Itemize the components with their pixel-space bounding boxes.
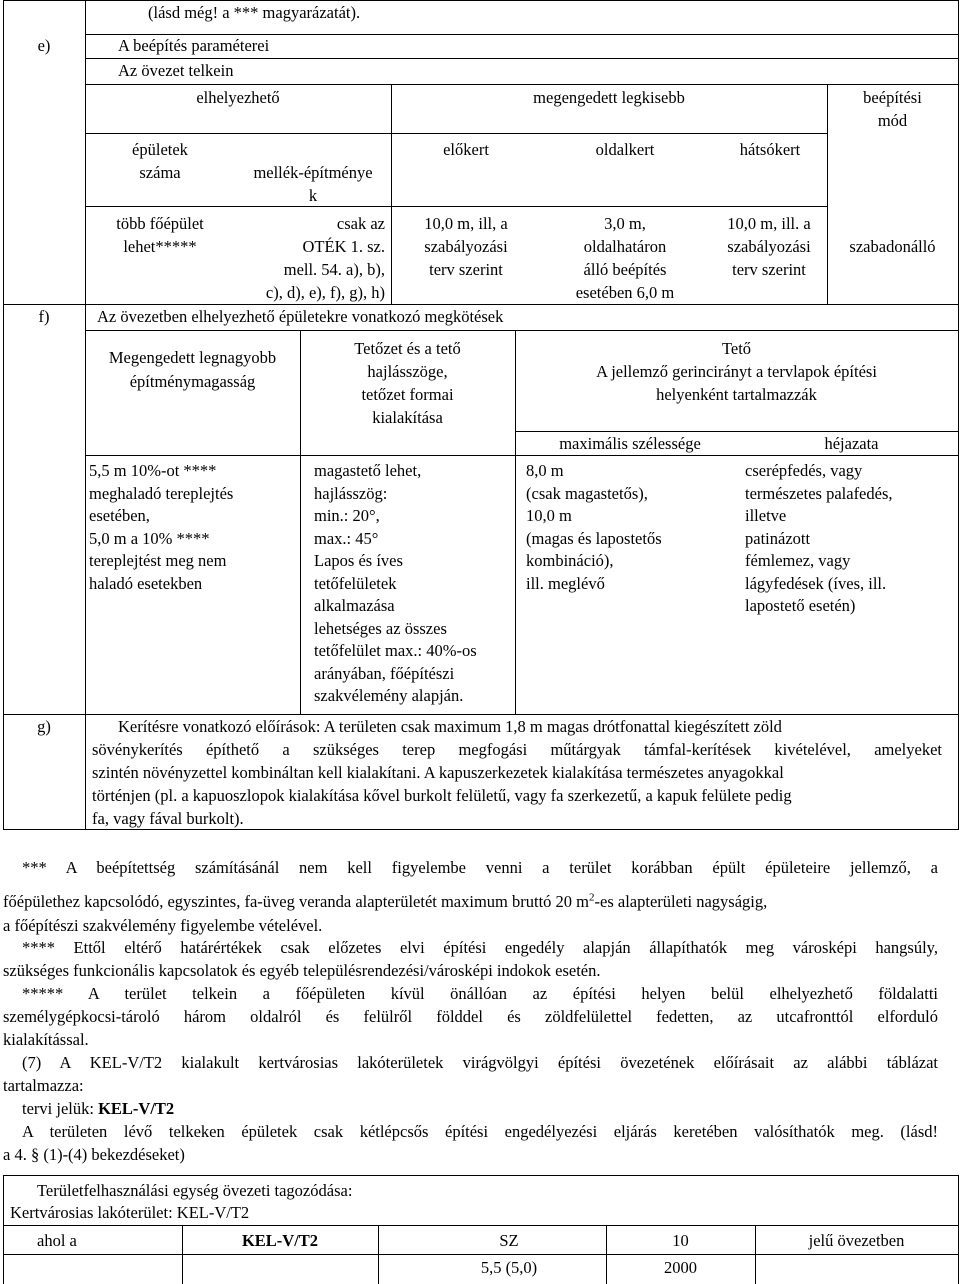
header-placeable: elhelyezhető	[196, 88, 280, 107]
value-back-2: szabályozási	[727, 237, 811, 256]
note-3-line-2: főépülethez kapcsolódó, egyszintes, fa-üveg veranda alapterületét maximum bruttó 20 $m^2-es$ alapterületi nagyságig,	[3, 891, 768, 911]
value-annex-3: mell. 54. a), b),	[283, 260, 385, 279]
value-annex-4: c), d), e), f), g), h)	[265, 283, 385, 302]
header-buildings-count-1: épületek	[132, 140, 188, 159]
header-max-height-1: Megengedett legnagyobb	[108, 348, 277, 367]
row-label-f: f)	[38, 307, 50, 326]
value-side-3: álló beépítés	[583, 260, 667, 279]
value-side-1: 3,0 m,	[604, 214, 646, 233]
header-teto-2: A jellemző gerincirányt a tervlapok építési	[596, 362, 877, 381]
header-max-width: maximális szélessége	[559, 434, 701, 453]
zone-table-subtitle: Kertvárosias lakóterület: KEL-V/T2	[10, 1203, 250, 1222]
value-buildings-2: lehet*****	[123, 237, 197, 256]
note-4-line-1: **** Ettől eltérő határértékek csak előzetes elvi építési engedély alapján állapíthatók meg városképi hangsúly,	[22, 938, 938, 957]
header-front-yard: előkert	[443, 140, 489, 159]
fence-rule-line-4: történjen (pl. a kapuoszlopok kialakítása kővel burkolt felületű, vagy fa szerkezetű, a kapuk felülete pedig	[92, 786, 792, 805]
header-roof-2: hajlásszöge,	[367, 362, 448, 381]
fence-rule-line-3: szintén növényzettel kombináltan kell kialakítani. A kapuszerkezetek kialakítása természetes anyagokkal	[92, 763, 784, 782]
value-buildings-1: több főépület	[116, 214, 204, 233]
value-back-1: 10,0 m, ill. a	[727, 214, 811, 233]
value-max-height: 5,5 m 10%-ot **** meghaladó tereplejtés esetében, 5,0 m a 10% **** tereplejtést meg nem haladó esetekben	[89, 461, 234, 593]
header-roof-4: kialakítása	[372, 408, 443, 427]
zone-code-line: tervi jelük: KEL-V/T2	[22, 1099, 175, 1118]
header-min-allowed: megengedett legkisebb	[533, 88, 685, 107]
paragraph-8-line-1: A területen lévő telkeken épületek csak kétlépcsős építési engedélyezési eljárás keretében valósíthatók meg. (lásd!	[22, 1122, 938, 1141]
section-e-subtitle: Az övezet telkein	[118, 61, 234, 80]
note-3-line-1: *** A beépítettség számításánál nem kell figyelembe venni a terület korábban épült épületeire jellemző, a	[22, 858, 938, 877]
header-max-height-2: építménymagasság	[129, 372, 256, 391]
value-front-1: 10,0 m, ill, a	[424, 214, 508, 233]
note-3-line-3: a főépítészi szakvélemény figyelembe vételével.	[3, 916, 323, 935]
value-roof: magastető lehet, hajlásszög: min.: 20°, max.: 45° Lapos és íves tetőfelületek alkalmazása lehetséges az összes tetőfelület max.: 40%-os arányában, főépítészi szakvélemény alapján.	[314, 461, 477, 705]
zone-where-label: ahol a	[37, 1231, 77, 1250]
header-buildings-count-2: száma	[139, 163, 181, 182]
zone-val2-cell: 2000	[664, 1258, 697, 1277]
fence-rule-line-2: sövénykerítés építhető a szükséges terep megfogási műtárgyak támfal-kerítések kivételével, amelyeket	[92, 740, 942, 759]
value-front-2: szabályozási	[424, 237, 508, 256]
note-4-line-2: szükséges funkcionális kapcsolatok és egyéb településrendezési/városképi indokok esetén.	[3, 961, 601, 980]
header-teto-3: helyenként tartalmazzák	[656, 385, 817, 404]
value-max-width: 8,0 m (csak magastetős), 10,0 m (magas és lapostetős kombináció), ill. meglévő	[526, 461, 662, 593]
header-build-mode-1: beépítési	[863, 88, 922, 107]
value-annex-1: csak az	[336, 214, 385, 233]
value-annex-2: OTÉK 1. sz.	[302, 237, 385, 256]
zone-num-cell: 10	[672, 1231, 689, 1250]
zone-table-title: Területfelhasználási egység övezeti tagozódása:	[37, 1181, 353, 1200]
note-5-line-2: személygépkocsi-tároló három oldalról és felülről földdel és zöldfelülettel fedetten, az utcafronttól elforduló	[3, 1007, 938, 1026]
header-teto-1: Tető	[721, 339, 752, 358]
fence-rule-line-5: fa, vagy fával burkolt).	[92, 809, 244, 828]
header-annex-1: mellék-építménye	[253, 163, 373, 182]
value-side-4: esetében 6,0 m	[575, 283, 675, 302]
header-cover: héjazata	[824, 434, 879, 453]
value-cover: cserépfedés, vagy természetes palafedés, illetve patinázott fémlemez, vagy lágyfedések (íves, ill. lapostető esetén)	[745, 461, 893, 615]
note-5-line-3: kialakítással.	[3, 1030, 89, 1049]
section-e-title: A beépítés paraméterei	[118, 36, 270, 55]
row-label-g: g)	[37, 717, 51, 736]
paragraph-8-line-2: a 4. § (1)-(4) bekezdéseket)	[3, 1145, 185, 1164]
zone-suffix-cell: jelű övezetben	[808, 1231, 905, 1250]
fence-rule-line-1: Kerítésre vonatkozó előírások: A területen csak maximum 1,8 m magas drótfonattal kiegészített zöld	[118, 717, 782, 736]
zone-val1-cell: 5,5 (5,0)	[480, 1258, 538, 1277]
paragraph-7-line-1: (7) A KEL-V/T2 kialakult kertvárosias lakóterületek virágvölgyi építési övezetének előírásait az alábbi táblázat	[22, 1053, 938, 1072]
zone-code: KEL-V/T2	[98, 1099, 175, 1118]
value-back-3: terv szerint	[732, 260, 806, 279]
section-f-title: Az övezetben elhelyezhető épületekre vonatkozó megkötések	[97, 307, 504, 326]
value-side-2: oldalhatáron	[583, 237, 667, 256]
paragraph-7-line-2: tartalmazza:	[3, 1076, 84, 1095]
header-build-mode-2: mód	[877, 111, 908, 130]
top-note: (lásd még! a *** magyarázatát).	[148, 3, 361, 22]
row-label-e: e)	[37, 36, 51, 55]
note-5-line-1: ***** A terület telkein a főépületen kívül önállóan az építési helyen belül elhelyezhető földalatti	[22, 984, 938, 1003]
header-annex-2: k	[308, 186, 318, 205]
zone-sz-cell: SZ	[499, 1231, 519, 1250]
header-side-yard: oldalkert	[595, 140, 655, 159]
header-roof-3: tetőzet formai	[361, 385, 454, 404]
header-back-yard: hátsókert	[739, 140, 801, 159]
value-front-3: terv szerint	[429, 260, 503, 279]
zone-code-cell: KEL-V/T2	[241, 1231, 319, 1250]
value-build-mode: szabadonálló	[849, 237, 936, 256]
header-roof-1: Tetőzet és a tető	[354, 339, 461, 358]
